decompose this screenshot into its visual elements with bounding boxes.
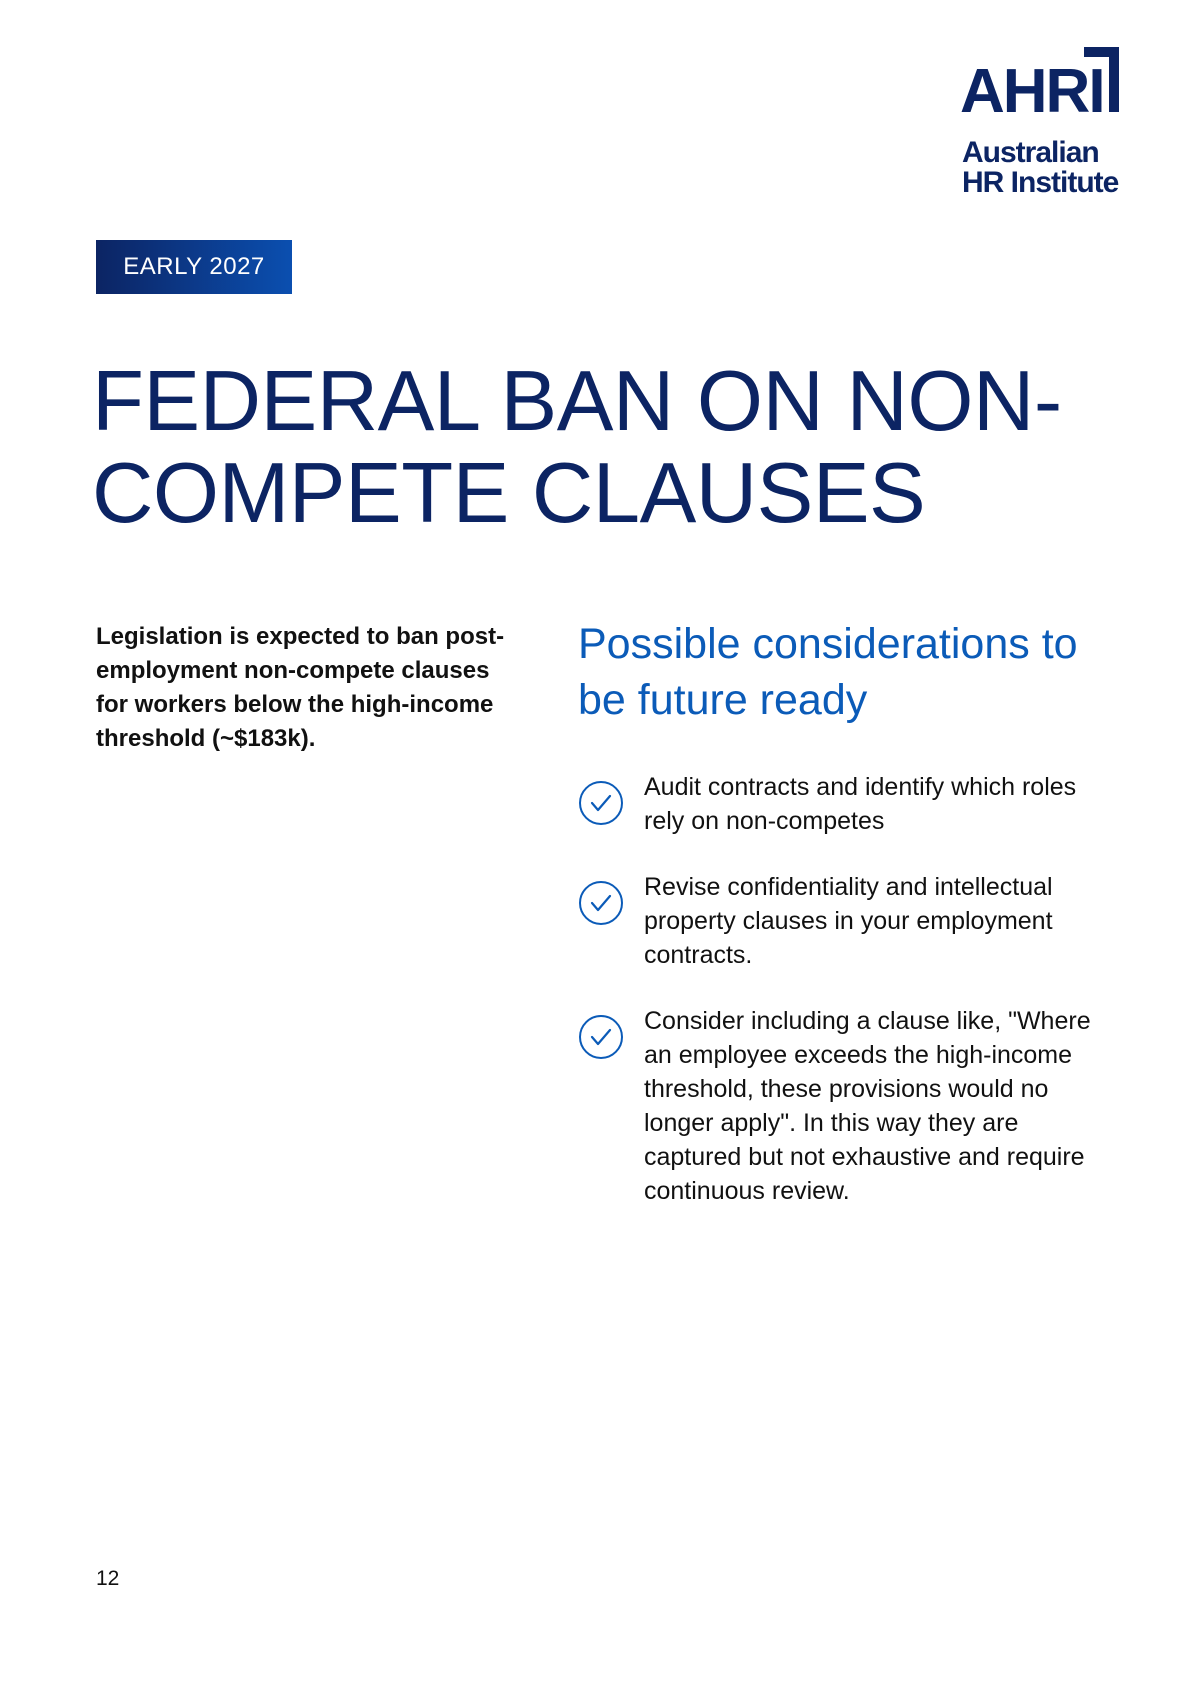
logo-line-1: Australian: [962, 136, 1099, 169]
date-badge: EARLY 2027: [96, 240, 292, 294]
logo-wordmark: [962, 138, 1118, 198]
intro-text: Legislation is expected to ban post-employment non-compete clauses for workers below the high-income threshold (~$183k).: [96, 623, 505, 752]
page-number: 12: [96, 1567, 120, 1590]
page-title: FEDERAL BAN ON NON-COMPETE CLAUSES: [92, 354, 1062, 541]
consideration-text: Audit contracts and identify which roles rely on non-competes: [644, 773, 1077, 835]
check-circle-icon: [578, 1014, 624, 1060]
check-circle-icon: [578, 880, 624, 926]
considerations-heading: Possible considerations to be future ready: [578, 620, 1078, 724]
consideration-item: [578, 1004, 1118, 1208]
consideration-item: [578, 870, 1118, 972]
logo-bracket-icon: [1080, 46, 1122, 116]
consideration-item: [578, 770, 1118, 838]
logo-mark: AHRI: [960, 57, 1104, 126]
consideration-text: Consider including a clause like, "Where an employee exceeds the high-income threshold, these provisions would no longer apply". In this way they are captured but not exhaustive and require continuous review.: [644, 1007, 1091, 1205]
considerations-list: [578, 770, 1118, 1208]
ahri-logo: [960, 46, 1160, 199]
consideration-text: Revise confidentiality and intellectual property clauses in your employment contracts.: [644, 873, 1053, 969]
check-circle-icon: [578, 780, 624, 826]
logo-line-2: HR Institute: [962, 166, 1119, 199]
